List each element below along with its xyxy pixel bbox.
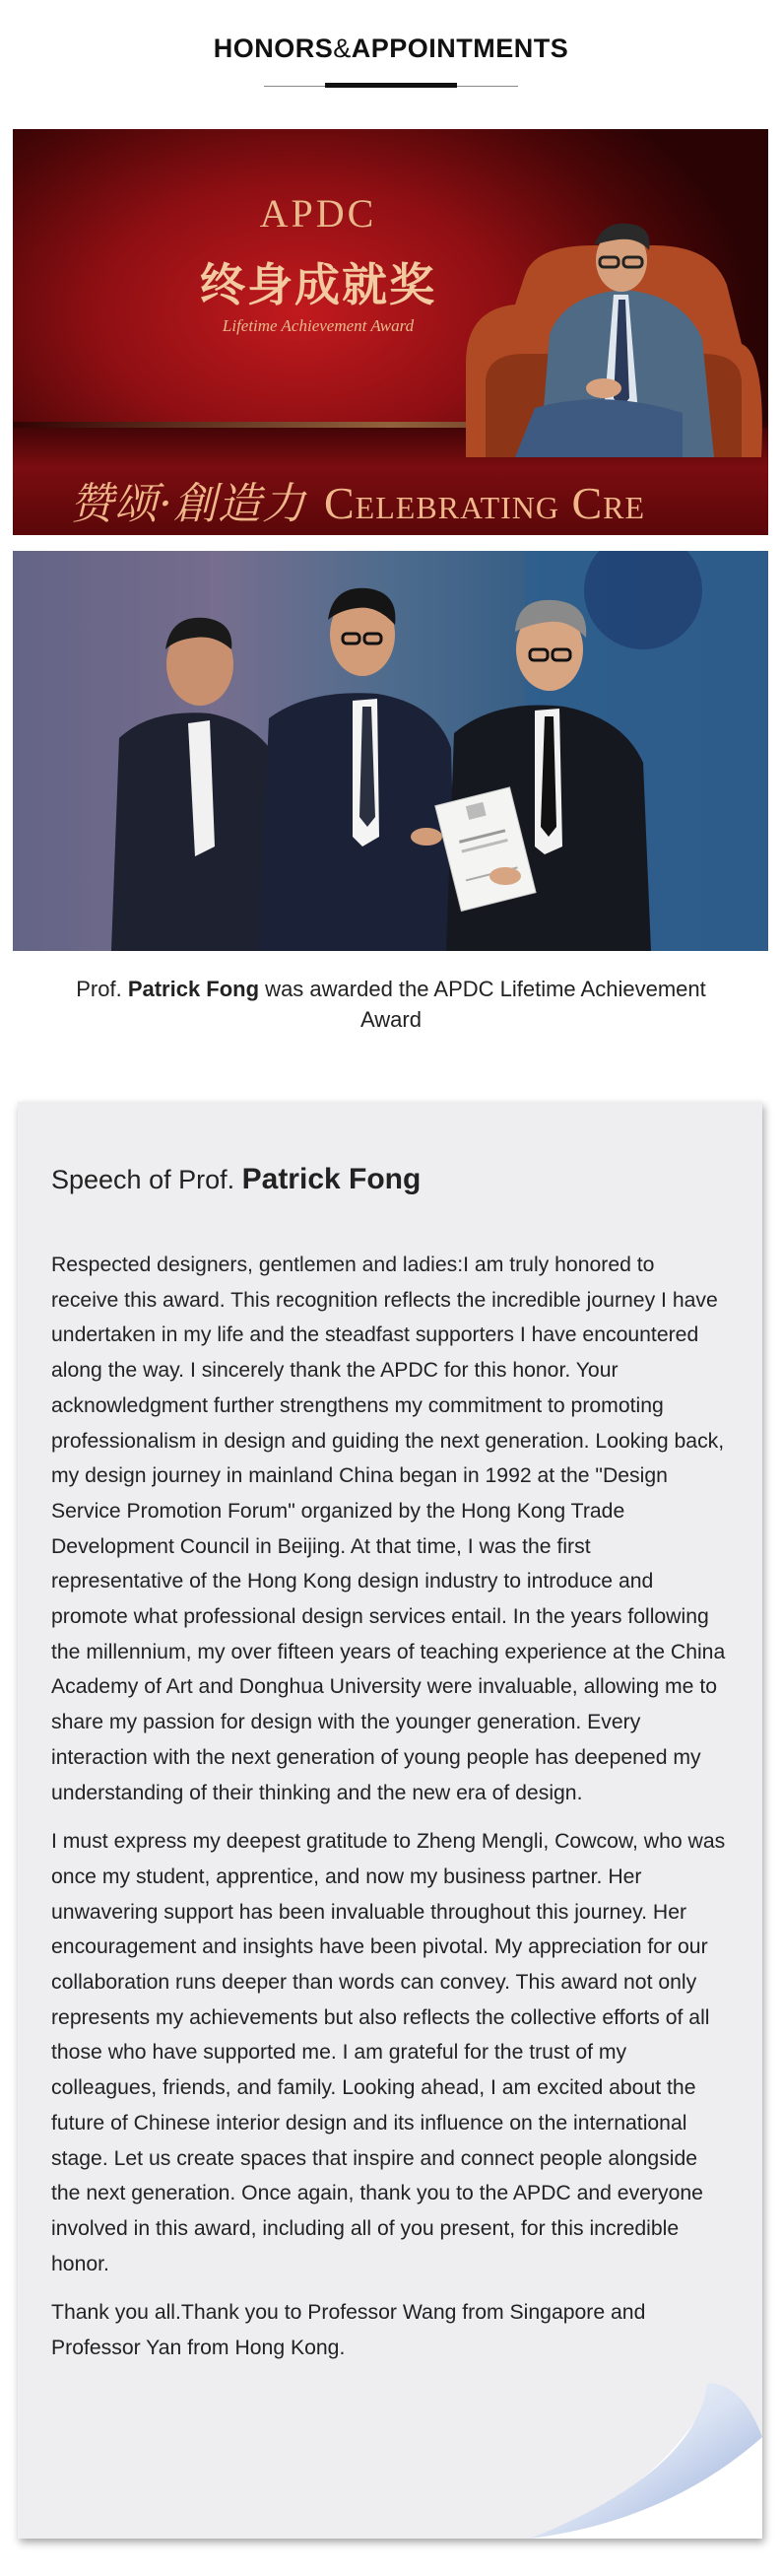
photo-caption: Prof. Patrick Fong was awarded the APDC Lifetime Achievement Award	[76, 977, 706, 1032]
celebrating-creativity-banner: 赞颂·創造力 Celebrating Cre	[70, 478, 646, 529]
speech-card	[18, 1102, 762, 2539]
speech-heading: Speech of Prof. Patrick Fong	[51, 1163, 422, 1195]
apdc-logo-text: APDC	[259, 191, 377, 236]
award-presentation-photo	[13, 551, 768, 951]
title-divider-thick	[325, 83, 457, 88]
caption-name: Patrick Fong	[127, 977, 260, 1001]
award-title-chinese: 终身成就奖	[200, 258, 436, 311]
speech-paragraph-1: Respected designers, gentlemen and ladies:I am truly honored to receive this award. This recognition reflects the incredible journey I have undertaken in my life and the steadfast supporters I have encountered along the way. I sincerely thank the APDC for this honor. Your acknowledgment further strengthens my commitment to promoting professionalism in design and guiding the next generation. Looking back, my design journey in mainland China began in 1992 at the "Design Service Promotion Forum" organized by the Hong Kong Trade Development Council in Beijing. At that time, I was the first representative of the Hong Kong design industry to introduce and promote what professional design services entail. In the years following the millennium, my over fifteen years of teaching experience at the China Academy of Art and Donghua University were invaluable, allowing me to share my passion for design with the younger generation. Every interaction with the next generation of young people has deepened my understanding of their thinking and the new era of design.	[51, 1254, 726, 1804]
speech-paragraph-2: I must express my deepest gratitude to Zheng Mengli, Cowcow, who was once my student, apprentice, and now my business partner. Her unwavering support has been invaluable throughout this journey. Her encouragement and insights have been pivotal. My appreciation for our collaboration runs deeper than words can convey. This award not only represents my achievements but also reflects the collective efforts of all those who have supported me. I am grateful for the trust of my colleagues, friends, and family. Looking ahead, I am excited about the future of Chinese interior design and its influence on the international stage. Let us create spaces that inspire and connect people alongside the next generation. Once again, thank you to the APDC and everyone involved in this award, including all of you present, for this incredible honor.	[51, 1830, 726, 2275]
award-title-english: Lifetime Achievement Award	[222, 316, 415, 335]
speech-paragraph-3: Thank you all.Thank you to Professor Wang from Singapore and Professor Yan from Hong Kong.	[51, 2301, 646, 2360]
page-curl-decoration	[18, 1102, 762, 2539]
section-header	[0, 0, 782, 118]
award-screen-photo	[13, 129, 768, 535]
speech-heading-name: Patrick Fong	[241, 1163, 422, 1195]
seated-person-illustration	[456, 216, 768, 457]
page-title: HONORS&APPOINTMENTS	[213, 34, 569, 63]
three-men-illustration	[13, 551, 768, 951]
